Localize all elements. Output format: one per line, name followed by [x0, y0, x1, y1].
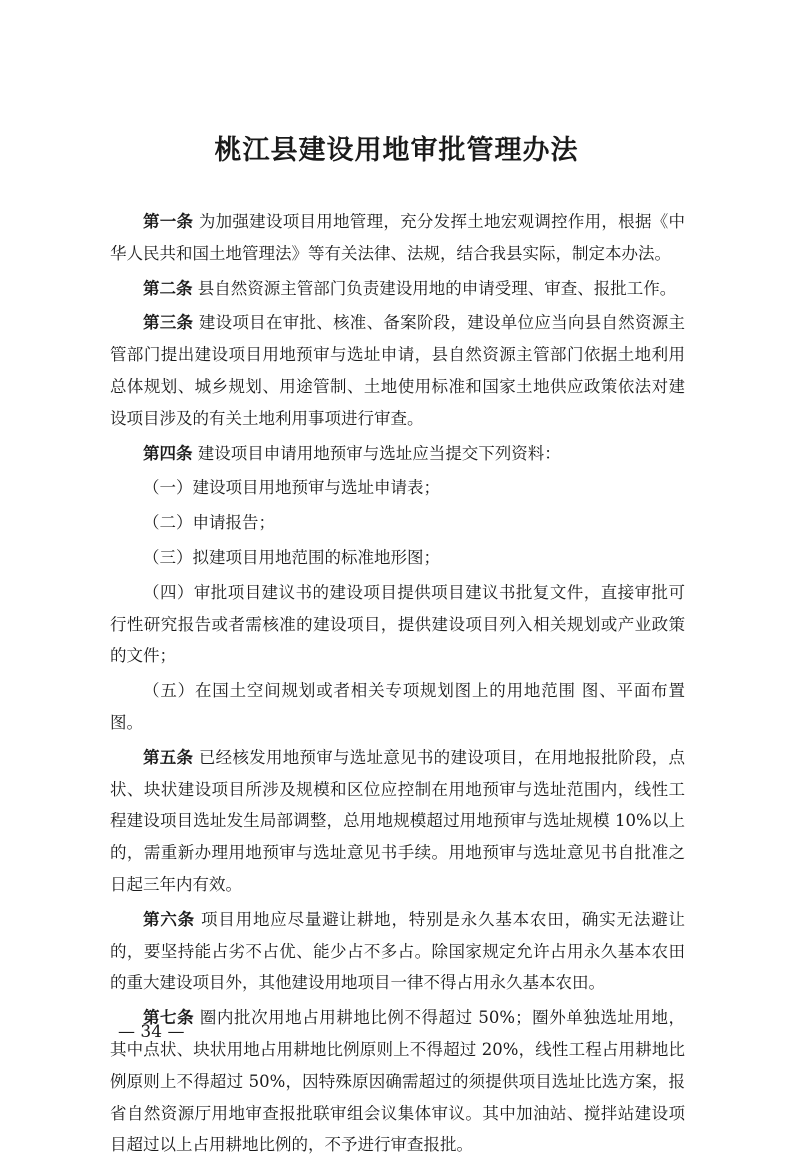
- paragraph-text: （三）拟建项目用地范围的标准地形图；: [143, 547, 440, 567]
- article-label: 第一条: [143, 212, 194, 231]
- article-label: 第六条: [143, 909, 195, 929]
- paragraph-text: 已经核发用地预审与选址意见书的建设项目，在用地报批阶段，点状、块状建设项目所涉及规模和区位应控制在用地预审与选址范围内，线性工程建设项目选址发生局部调整，总用地规模超过用地预审与选址规模 10%以上的，需重新办理用地预审与选址意见书手续。用地预审与选址意见书自批准之日起三年内有效。: [110, 747, 686, 894]
- paragraph-text: 建设项目申请用地预审与选址应当提交下列资料：: [192, 443, 561, 463]
- paragraph-2: [110, 273, 685, 305]
- paragraph-text: （二）申请报告；: [143, 513, 275, 533]
- article-label: 第五条: [143, 747, 194, 767]
- page-title: 桃江县建设用地审批管理办法: [214, 135, 579, 166]
- paragraph-3: [110, 307, 685, 434]
- article-label: 第三条: [143, 313, 194, 333]
- paragraph-4: [110, 438, 685, 470]
- paragraph-text: 为加强建设项目用地管理，充分发挥土地宏观调控作用，根据《中华人民共和国土地管理法》等有关法律、法规，结合我县实际，制定本办法。: [110, 212, 686, 263]
- paragraph-5: [110, 742, 685, 901]
- paragraph-text: （四）审批项目建议书的建设项目提供项目建议书批复文件，直接审批可行性研究报告或者需核准的建设项目，提供建设项目列入相关规划或产业政策的文件；: [110, 582, 685, 666]
- paragraph-text: （五）在国土空间规划或者相关专项规划图上的用地范围 图、平面布置图。: [110, 681, 685, 732]
- article-label: 第七条: [143, 1008, 195, 1028]
- list-item-4: [110, 577, 685, 672]
- paragraph-text: 建设项目在审批、核准、备案阶段，建设单位应当向县自然资源主管部门提出建设项目用地预审与选址申请，县自然资源主管部门依据土地利用总体规划、城乡规划、用途管制、土地使用标准和国家土地供应政策依法对建设项目涉及的有关土地利用事项进行审查。: [110, 313, 686, 428]
- paragraph-6: [110, 904, 685, 999]
- paragraph-text: （一）建设项目用地预审与选址申请表；: [143, 478, 440, 498]
- list-item-3: [110, 542, 685, 574]
- page-number: — 34 —: [118, 1022, 185, 1042]
- article-label: 第二条: [143, 278, 193, 298]
- list-item-5: [110, 675, 685, 739]
- paragraph-text: 县自然资源主管部门负责建设用地的申请受理、审查、报批工作。: [192, 278, 677, 298]
- paragraph-1: [110, 206, 685, 270]
- paragraph-text: 项目用地应尽量避让耕地，特别是永久基本农田，确实无法避让的，要坚持能占劣不占优、能少占不多占。除国家规定允许占用永久基本农田的重大建设项目外，其他建设用地项目一律不得占用永久基本农田。: [110, 909, 686, 993]
- article-label: 第四条: [143, 443, 193, 463]
- document-body: [110, 200, 685, 1161]
- list-item-2: [110, 507, 685, 539]
- list-item-1: [110, 472, 685, 504]
- paragraph-7: [110, 1002, 685, 1161]
- paragraph-text: 圈内批次用地占用耕地比例不得超过 50%；圈外单独选址用地，其中点状、块状用地占用耕地比例原则上不得超过 20%，线性工程占用耕地比例原则上不得超过 50%，因特殊原因确需超过的须提供项目选址比选方案，报省自然资源厅用地审查报批联审组会议集体审议。其中加油站、搅拌站建设项目超过以上占用耕地比例的，不予进行审查报批。: [110, 1008, 685, 1155]
